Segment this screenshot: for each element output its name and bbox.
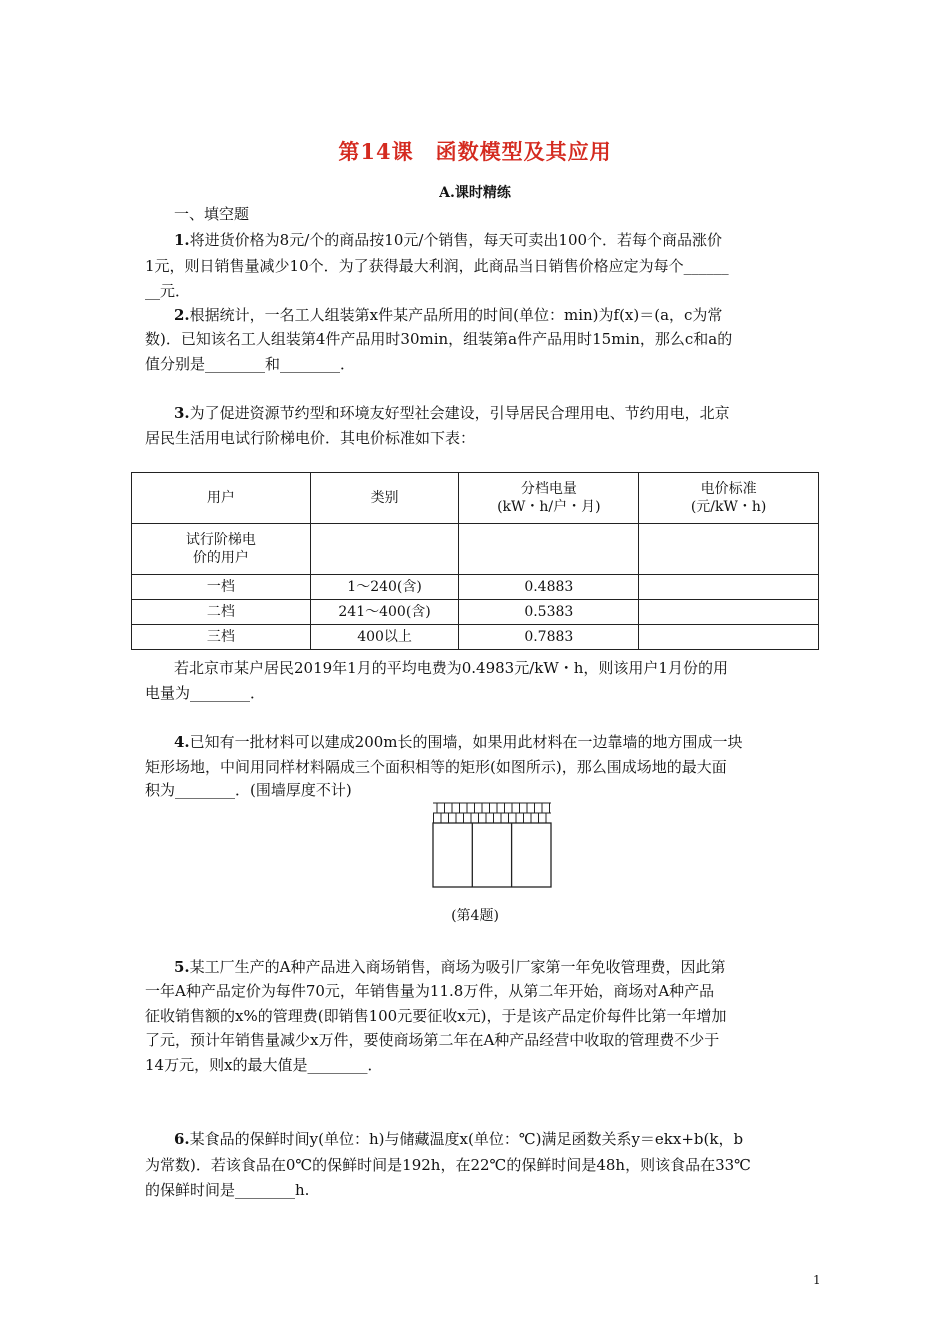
part-heading: 一、填空题 — [174, 205, 250, 223]
header-user: 用户 — [132, 473, 311, 524]
table-row: 二档 241～400(含) 0.5383 — [132, 600, 819, 625]
q2-line2: 数)．已知该名工人组装第4件产品用时30min，组装第a件产品用时15min，那么c和a的 — [145, 330, 733, 348]
header-category: 类别 — [310, 473, 459, 524]
header-price: 电价标准 (元/kW・h) — [639, 473, 819, 524]
table-header-row — [132, 473, 819, 524]
q3-line2: 居民生活用电试行阶梯电价．其电价标准如下表： — [145, 429, 476, 447]
table-row — [132, 524, 819, 575]
q3-line1: 3.为了促进资源节约型和环境友好型社会建设，引导居民合理用电、节约用电，北京 — [174, 404, 730, 422]
q2-number: 2. — [174, 306, 190, 324]
q1-line3: __元． — [145, 282, 191, 300]
enclosure-outline — [433, 823, 551, 887]
q5-line5: 14万元，则x的最大值是________． — [145, 1056, 383, 1074]
q2-line1: 2.根据统计，一名工人组装第x件某产品所用的时间(单位：min)为f(x)＝(a，c为常 — [174, 306, 723, 324]
q2-line3: 值分别是________和________． — [145, 355, 356, 373]
q1-number: 1. — [174, 231, 190, 249]
wall-hatching — [433, 803, 551, 823]
electricity-price-table — [131, 472, 819, 650]
table-row: 一档 1～240(含) 0.4883 — [132, 575, 819, 600]
q5-line4: 了元，预计年销售量减少x万件，要使商场第二年在A种产品经营中收取的管理费不少于 — [145, 1031, 720, 1049]
section-heading: A.课时精练 — [439, 185, 511, 201]
table-row: 三档 400以上 0.7883 — [132, 625, 819, 650]
q1-line2: 1元，则日销售量减少10个．为了获得最大利润，此商品当日销售价格应定为每个______ — [145, 257, 729, 275]
q5-number: 5. — [174, 958, 190, 976]
fence-diagram — [430, 802, 554, 892]
trial-user-cell: 试行阶梯电 价的用户 — [132, 524, 311, 575]
q4-line1: 4.已知有一批材料可以建成200m长的围墙，如果用此材料在一边靠墙的地方围成一块 — [174, 733, 743, 751]
q5-line3: 征收销售额的x%的管理费(即销售100元要征收x元)，于是该产品定价每件比第一年增加 — [145, 1007, 727, 1025]
q1-line1: 1.将进货价格为8元/个的商品按10元/个销售，每天可卖出100个．若每个商品涨价 — [174, 231, 723, 249]
header-tier-amount: 分档电量 (kW・h/户・月) — [459, 473, 639, 524]
q3-line4: 电量为________． — [145, 684, 266, 702]
q6-number: 6. — [174, 1130, 190, 1148]
q5-line2: 一年A种产品定价为每件70元，年销售量为11.8万件，从第二年开始，商场对A种产品 — [145, 982, 715, 1000]
q4-line3: 积为________．(围墙厚度不计) — [145, 781, 352, 799]
figure-caption: (第4题) — [451, 908, 499, 924]
q4-number: 4. — [174, 733, 190, 751]
q5-line1: 5.某工厂生产的A种产品进入商场销售，商场为吸引厂家第一年免收管理费，因此第 — [174, 958, 726, 976]
q4-line2: 矩形场地，中间用同样材料隔成三个面积相等的矩形(如图所示)，那么围成场地的最大面 — [145, 758, 727, 776]
q3-number: 3. — [174, 404, 190, 422]
q3-line3: 若北京市某户居民2019年1月的平均电费为0.4983元/kW・h，则该用户1月份的用 — [174, 659, 728, 677]
page-number: 1 — [813, 1273, 821, 1287]
q6-line3: 的保鲜时间是________h. — [145, 1181, 310, 1199]
q6-line2: 为常数)．若该食品在0℃的保鲜时间是192h，在22℃的保鲜时间是48h，则该食品在33℃ — [145, 1156, 751, 1174]
page-title: 第14课 函数模型及其应用 — [338, 139, 612, 164]
q6-line1: 6.某食品的保鲜时间y(单位：h)与储藏温度x(单位：℃)满足函数关系y＝ekx+b(k，b — [174, 1130, 744, 1148]
